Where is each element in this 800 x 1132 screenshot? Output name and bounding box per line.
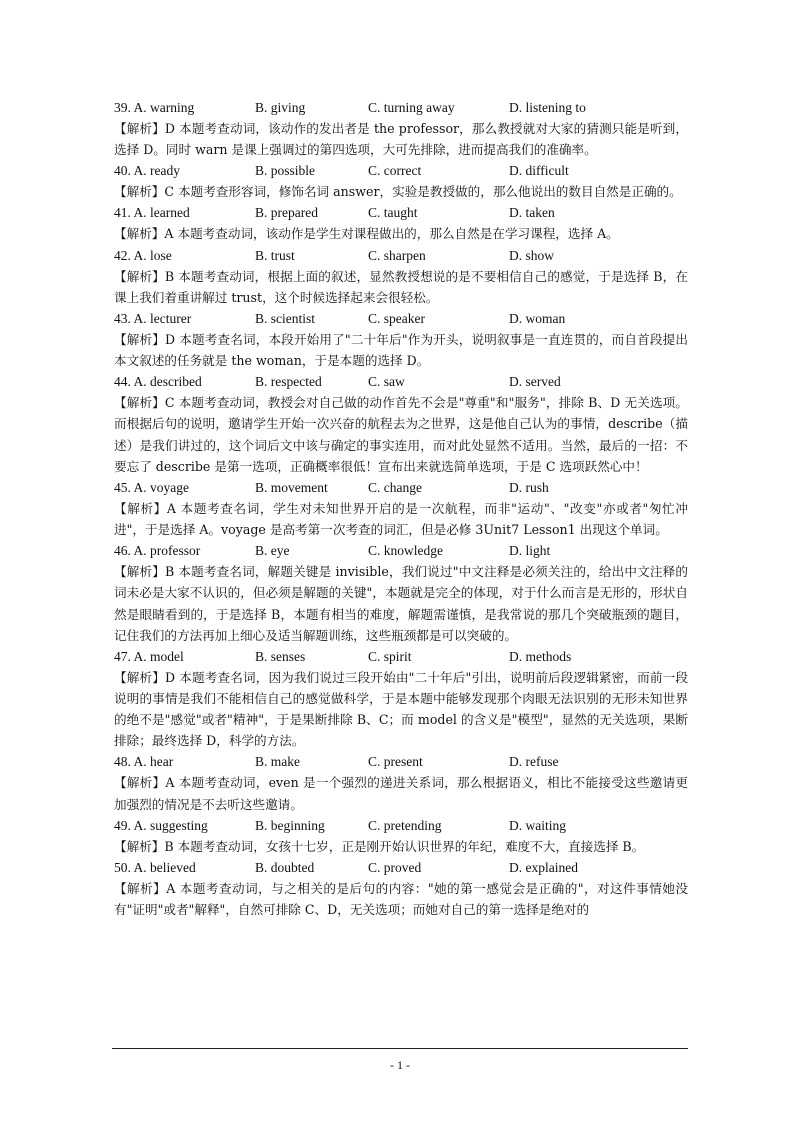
explanation-text: 【解析】B 本题考查名词，解题关键是 invisible，我们说过"中文注释是必须关注的，给出中文注释的词未必是大家不认识的，但必须是解题的关键"，本题就是完全的体现，对于什么而言是无形的，形状自然是眼睛看到的，于是选择 B，本题有相当的难度，解题需谨慎，是我常说的那几个突破瓶颈的题目，记住我们的方法再加上细心及适当解题训练，这些瓶颈都是可以突破的。 [114,564,688,643]
option-d: D. woman [509,310,566,326]
option-a: 41. A. learned [114,205,190,221]
option-b: B. eye [255,543,290,559]
option-c: C. pretending [368,817,442,833]
option-c: C. taught [368,205,418,221]
option-b: B. trust [255,247,295,263]
footer-divider [112,1048,688,1049]
options-row [114,857,688,878]
question-block [114,245,688,308]
options-row [114,160,688,181]
option-b: B. beginning [255,817,325,833]
option-c: C. spirit [368,648,412,664]
option-c: C. speaker [368,310,425,326]
option-d: D. difficult [509,163,569,179]
question-block [114,646,688,752]
option-c: C. sharpen [368,247,426,263]
option-d: D. listening to [509,100,586,115]
option-c: C. change [368,479,422,495]
question-block [114,160,688,202]
explanation-text: 【解析】A 本题考查动词，该动作是学生对课程做出的，那么自然是在学习课程，选择 A。 [114,226,619,242]
option-b: B. movement [255,479,328,495]
option-d: D. waiting [509,817,566,833]
question-block [114,97,688,160]
option-a: 44. A. described [114,374,202,390]
option-a: 50. A. believed [114,859,196,875]
option-d: D. show [509,247,555,263]
question-block [114,751,688,814]
option-c: C. correct [368,163,422,179]
option-a: 39. A. warning [114,100,195,115]
option-d: D. methods [509,648,572,664]
explanation-text: 【解析】D 本题考查动词，该动作的发出者是 the professor，那么教授就对大家的猜测只能是听到，选择 D。同时 warn 是课上强调过的第四选项，大可先排除，进而提高我们的准确率。 [114,121,688,158]
option-a: 46. A. professor [114,543,201,559]
explanation-text: 【解析】A 本题考查名词，学生对未知世界开启的是一次航程，而非"运动"、"改变"亦或者"匆忙冲进"，于是选择 A。voyage 是高考第一次考查的词汇，但是必修 3Unit7 Lesson1 出现这个单词。 [114,500,688,538]
option-b: B. respected [255,374,322,390]
options-row [114,477,688,498]
options-row [114,815,688,836]
explanation-text: 【解析】C 本题考查动词，教授会对自己做的动作首先不会是"尊重"和"服务"，排除 B、D 无关选项。而根据后句的说明，邀请学生开始一次兴奋的航程去为之世界，这是他自己认为的事情，describe（描述）是我们讲过的，这个词后文中该与确定的事实连用，而对此处显然不适用。当然，最后的一招：不要忘了 describe 是第一选项，正确概率很低！宣布出来就选简单选项，于是 C 选项跃然心中！ [114,395,688,474]
option-c: C. proved [368,859,422,875]
option-a: 49. A. suggesting [114,817,208,833]
page-number: - 1 - [390,1058,410,1072]
option-a: 45. A. voyage [114,479,189,495]
option-b: B. possible [255,163,316,179]
options-row [114,540,688,561]
option-b: B. make [255,754,300,770]
options-row [114,646,688,667]
option-b: B. prepared [255,205,318,221]
question-block [114,540,688,646]
option-a: 43. A. lecturer [114,310,192,326]
option-c: C. knowledge [368,543,443,559]
option-b: B. scientist [255,310,315,326]
question-block [114,308,688,371]
option-c: C. turning away [368,100,455,115]
option-c: C. saw [368,374,405,390]
option-a: 42. A. lose [114,247,172,263]
option-b: B. doubted [255,859,315,875]
question-block [114,815,688,857]
question-block [114,202,688,244]
explanation-text: 【解析】B 本题考查动词，根据上面的叙述，显然教授想说的是不要相信自己的感觉，于是选择 B，在课上我们着重讲解过 trust，这个时候选择起来会很轻松。 [114,268,688,305]
option-a: 47. A. model [114,648,184,664]
option-c: C. present [368,754,423,770]
option-b: B. senses [255,648,306,664]
question-block [114,857,688,920]
options-row [114,245,688,266]
question-list [114,97,688,920]
explanation-text: 【解析】B 本题考查动词，女孩十七岁，正是刚开始认识世界的年纪，难度不大，直接选择 B。 [114,838,645,854]
question-block [114,477,688,540]
option-d: D. light [509,543,551,559]
explanation-text: 【解析】D 本题考查名词，因为我们说过三段开始由"二十年后"引出，说明前后段逻辑紧密，而前一段说明的事情是我们不能相信自己的感觉做科学，于是本题中能够发现那个肉眼无法识别的无形未知世界的绝不是"感觉"或者"精神"，于是果断排除 B、C；而 model 的含义是"模型"，显然的无关选项，果断排除；最终选择 D，科学的方法。 [114,669,688,749]
explanation-text: 【解析】A 本题考查动词，与之相关的是后句的内容："她的第一感觉会是正确的"，对这件事情她没有"证明"或者"解释"，自然可排除 C、D，无关选项；而她对自己的第一选择是绝对的 [114,880,688,918]
option-a: 48. A. hear [114,754,174,770]
option-d: D. explained [509,859,578,875]
explanation-text: 【解析】C 本题考查形容词，修饰名词 answer，实验是教授做的，那么他说出的数目自然是正确的。 [114,184,682,200]
option-d: D. served [509,374,561,390]
explanation-text: 【解析】A 本题考查动词，even 是一个强烈的递进关系词，那么根据语义，相比不能接受这些邀请更加强烈的情况是不去听这些邀请。 [114,775,688,812]
option-a: 40. A. ready [114,163,180,179]
option-d: D. refuse [509,754,559,770]
option-d: D. rush [509,479,549,495]
option-d: D. taken [509,205,555,221]
explanation-text: 【解析】D 本题考查名词，本段开始用了"二十年后"作为开头，说明叙事是一直连贯的，而自首段提出本文叙述的任务就是 the woman，于是本题的选择 D。 [114,331,688,369]
options-row [114,97,688,118]
options-row [114,308,688,329]
question-block [114,371,688,477]
options-row [114,202,688,223]
options-row [114,371,688,392]
options-row [114,751,688,772]
option-b: B. giving [255,100,306,115]
